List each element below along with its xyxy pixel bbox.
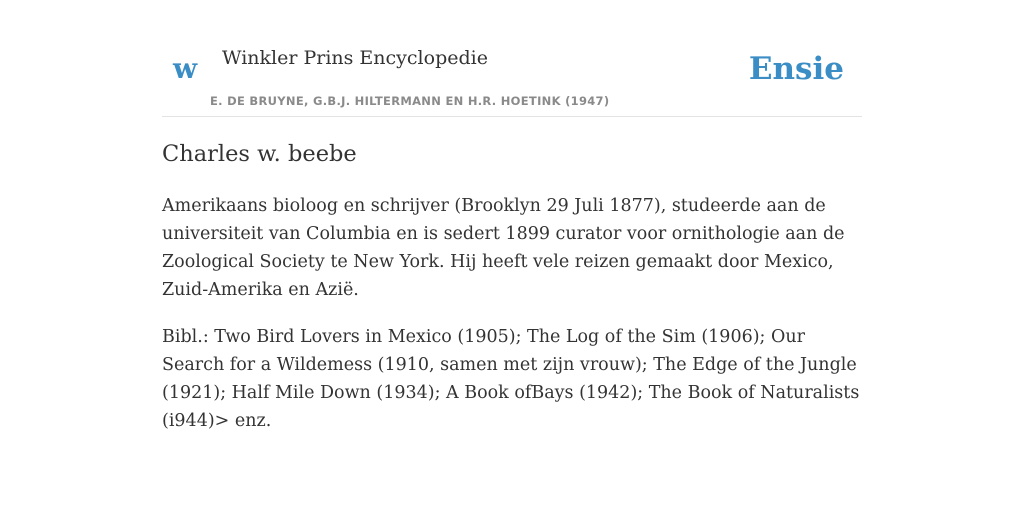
article-title: Charles w. beebe [162,141,357,167]
publication-header [162,0,862,117]
publication-logo[interactable]: w [173,52,198,85]
article [162,138,862,435]
publication-title[interactable]: Winkler Prins Encyclopedie [222,47,488,69]
article-paragraph-bibliography: Bibl.: Two Bird Lovers in Mexico (1905); The Log of the Sim (1906); Our Search for a Wildemess (1910, samen met zijn vrouw); The Edge of the Jungle (1921); Half Mile Down (1934); A Book ofBays (1942); The Book of Naturalists (i944)> enz. [162,327,860,431]
ensie-logo-link[interactable]: Ensie [748,51,844,87]
publication-authors: E. DE BRUYNE, G.B.J. HILTERMANN EN H.R. HOETINK (1947) [210,94,610,108]
article-paragraph-description: Amerikaans bioloog en schrijver (Brooklyn 29 Juli 1877), studeerde aan de universiteit van Columbia en is sedert 1899 curator voor ornithologie aan de Zoological Society te New York. Hij heeft vele reizen gemaakt door Mexico, Zuid-Amerika en Azië. [162,196,845,300]
